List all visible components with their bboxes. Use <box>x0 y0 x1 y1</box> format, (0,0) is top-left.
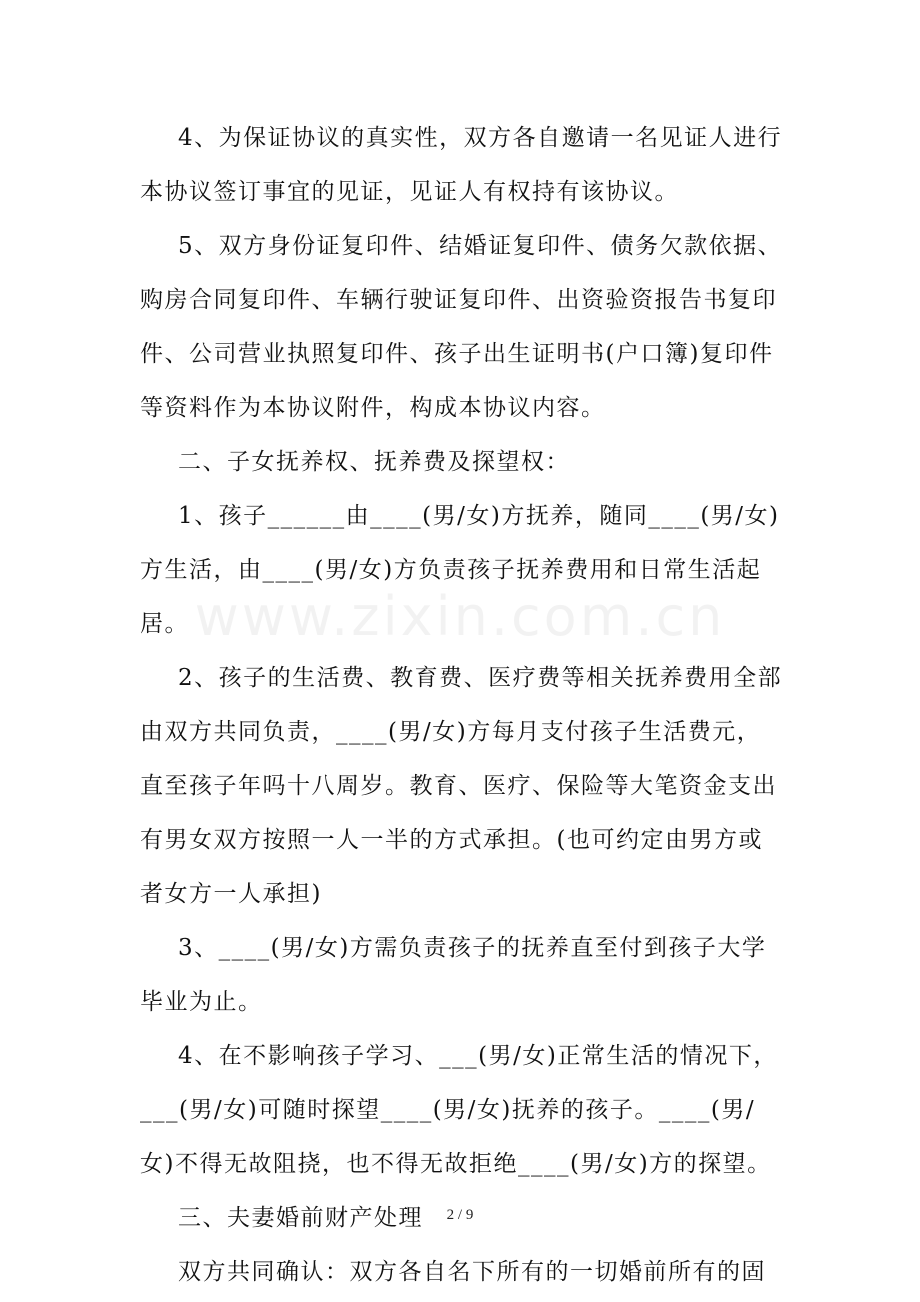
paragraph-custody-clause-1: 1、孩子______由____(男/女)方抚养，随同____(男/女)方生活，由____(男/女)方负责孩子抚养费用和日常生活起居。 <box>140 503 780 637</box>
paragraph-attachments-clause: 5、双方身份证复印件、结婚证复印件、债务欠款依据、购房合同复印件、车辆行驶证复印件、出资验资报告书复印件、公司营业执照复印件、孩子出生证明书(户口簿)复印件等资料作为本协议附件，构成本协议内容。 <box>140 233 783 421</box>
paragraph-custody-clause-4: 4、在不影响孩子学习、___(男/女)正常生活的情况下，___(男/女)可随时探望____(男/女)抚养的孩子。____(男/女)不得无故阻挠，也不得无故拒绝____(男/女)方的探望。 <box>140 1043 778 1177</box>
paragraph-custody-clause-2: 2、孩子的生活费、教育费、医疗费等相关抚养费用全部由双方共同负责，____(男/女)方每月支付孩子生活费元，直至孩子年吗十八周岁。教育、医疗、保险等大笔资金支出有男女双方按照一人一半的方式承担。(也可约定由男方或者女方一人承担) <box>140 665 783 907</box>
page-number: 2 / 9 <box>446 1207 474 1223</box>
paragraph-property-clause: 双方共同确认：双方各自名下所有的一切婚前所有的固 <box>178 1259 766 1285</box>
section-heading-child-custody: 二、子女抚养权、抚养费及探望权： <box>178 449 570 475</box>
section-heading-premarital-property: 三、夫妻婚前财产处理 <box>178 1205 423 1231</box>
paragraph-custody-clause-3: 3、____(男/女)方需负责孩子的抚养直至付到孩子大学毕业为止。 <box>140 935 767 1015</box>
watermark: www.zixin.com.cn <box>194 585 726 648</box>
document-body <box>140 111 785 1299</box>
paragraph-witness-clause: 4、为保证协议的真实性，双方各自邀请一名见证人进行本协议签订事宜的见证，见证人有权持有该协议。 <box>140 125 783 205</box>
